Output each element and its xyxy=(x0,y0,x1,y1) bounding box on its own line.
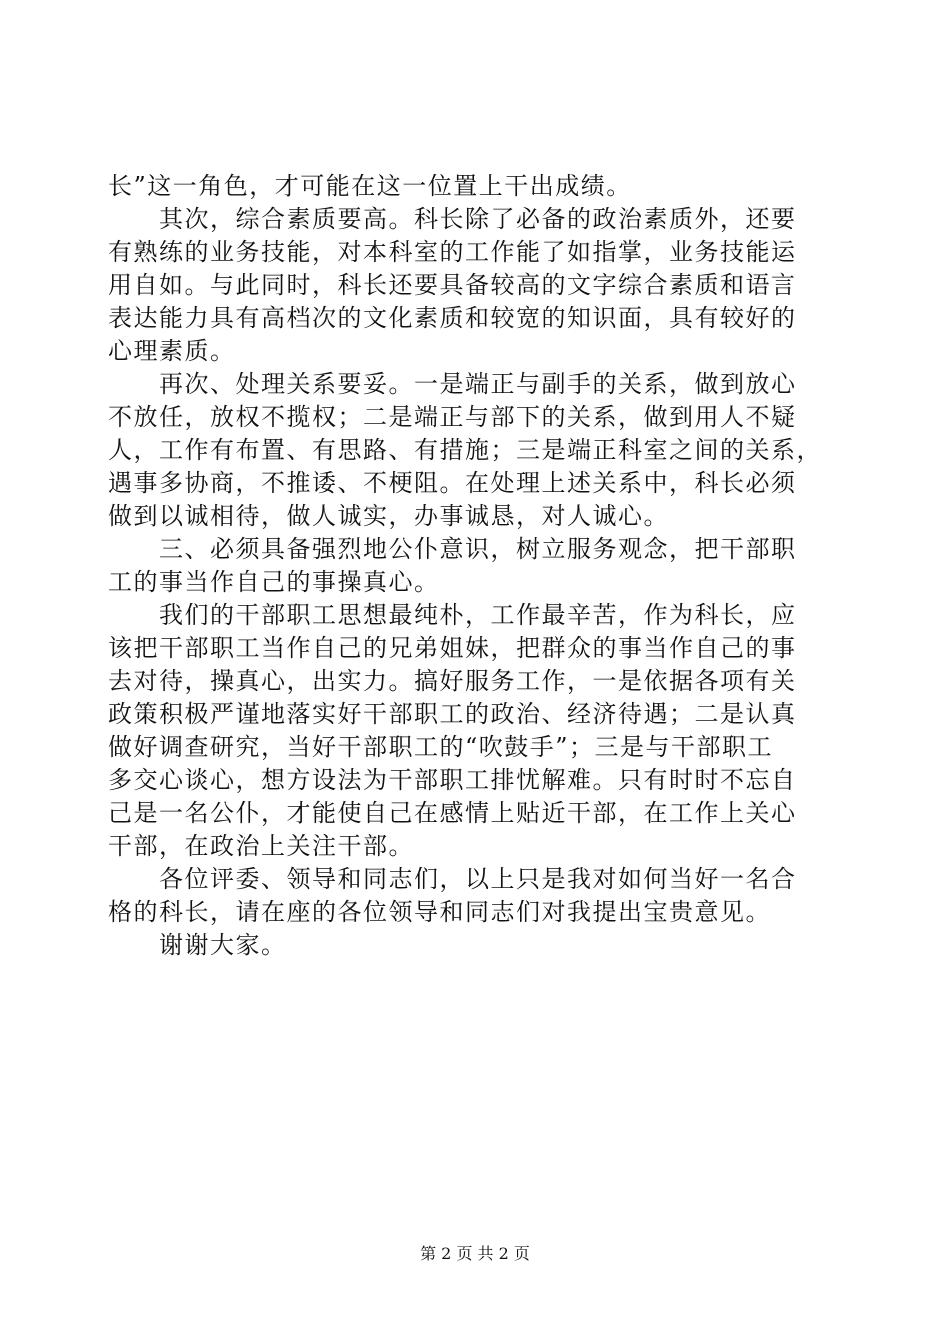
text-line: 三、必须具备强烈地公仆意识，树立服务观念，把干部职 xyxy=(108,535,797,563)
text-line: 不放任，放权不揽权；二是端正与部下的关系，做到用人不疑 xyxy=(108,403,797,431)
text-line: 做好调查研究，当好干部职工的“吹鼓手”；三是与干部职工 xyxy=(108,733,774,761)
text-line: 做到以诚相待，做人诚实，办事诚恳，对人诚心。 xyxy=(108,502,669,530)
text-line: 该把干部职工当作自己的兄弟姐妹，把群众的事当作自己的事 xyxy=(108,634,797,662)
text-line: 有熟练的业务技能，对本科室的工作能了如指掌，业务技能运 xyxy=(108,238,797,266)
text-line: 多交心谈心，想方设法为干部职工排忧解难。只有时时不忘自 xyxy=(108,766,797,794)
page-footer: 第 2 页 共 2 页 xyxy=(420,1244,530,1263)
text-line: 政策积极严谨地落实好干部职工的政治、经济待遇；二是认真 xyxy=(108,700,797,728)
document-body xyxy=(108,170,836,962)
text-line: 己是一名公仆，才能使自己在感情上贴近干部，在工作上关心 xyxy=(108,799,797,827)
text-line: 谢谢大家。 xyxy=(108,931,287,959)
text-line: 格的科长，请在座的各位领导和同志们对我提出宝贵意见。 xyxy=(108,898,771,926)
text-line: 心理素质。 xyxy=(108,337,236,365)
text-line: 去对待，操真心，出实力。搞好服务工作，一是依据各项有关 xyxy=(108,667,797,695)
text-line: 人，工作有布置、有思路、有措施；三是端正科室之间的关系， xyxy=(108,436,822,464)
text-line: 用自如。与此同时，科长还要具备较高的文字综合素质和语言 xyxy=(108,271,797,299)
text-line: 其次，综合素质要高。科长除了必备的政治素质外，还要 xyxy=(108,205,797,233)
text-line: 工的事当作自己的事操真心。 xyxy=(108,568,440,596)
text-line: 长”这一角色，才可能在这一位置上干出成绩。 xyxy=(108,172,632,200)
text-line: 我们的干部职工思想最纯朴，工作最辛苦，作为科长，应 xyxy=(108,601,797,629)
text-line: 遇事多协商，不推诿、不梗阻。在处理上述关系中，科长必须 xyxy=(108,469,797,497)
text-line: 再次、处理关系要妥。一是端正与副手的关系，做到放心 xyxy=(108,370,797,398)
text-line: 干部，在政治上关注干部。 xyxy=(108,832,414,860)
text-line: 各位评委、领导和同志们，以上只是我对如何当好一名合 xyxy=(108,865,797,893)
text-line: 表达能力具有高档次的文化素质和较宽的知识面，具有较好的 xyxy=(108,304,797,332)
